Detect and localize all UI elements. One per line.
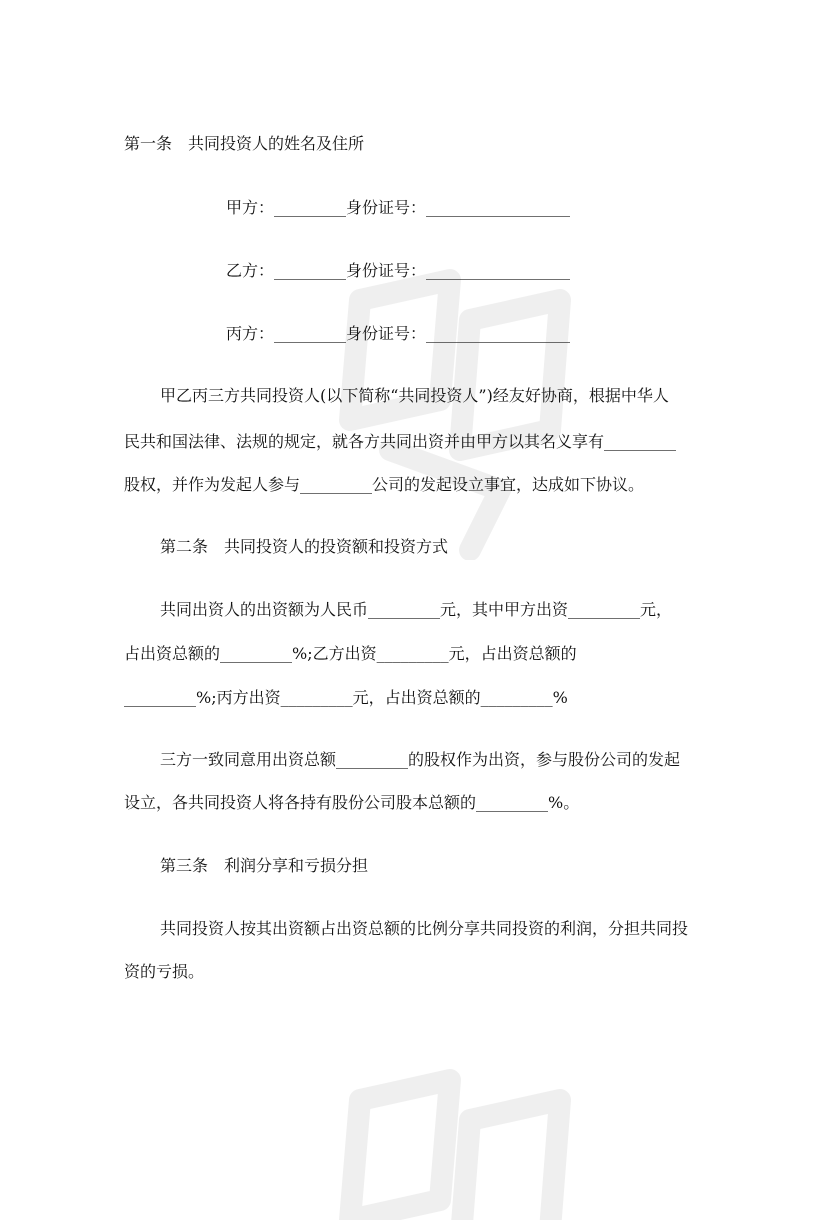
article-2-heading: 第二条 共同投资人的投资额和投资方式 [160,537,449,556]
article-3-heading: 第三条 利润分享和亏损分担 [160,856,369,875]
party-b-line: 乙方：_________身份证号：__________________ [226,261,571,280]
article-3-paragraph-line-1: 共同投资人按其出资额占出资总额的比例分享共同投资的利润，分担共同投 [160,919,689,938]
article-2-paragraph-1-line-2: 占出资总额的_________%;乙方出资_________元，占出资总额的 [124,644,577,663]
watermark-logo-bottom-icon [330,1060,590,1220]
article-2-paragraph-2-line-1: 三方一致同意用出资总额_________的股权作为出资，参与股份公司的发起 [160,750,681,769]
article-2-paragraph-1-line-3: _________%;丙方出资_________元，占出资总额的_________% [124,688,568,707]
article-2-paragraph-2-line-2: 设立，各共同投资人将各持有股份公司股本总额的_________%。 [124,793,580,812]
party-c-line: 丙方：_________身份证号：__________________ [226,324,571,343]
article-1-paragraph-line-3: 股权，并作为发起人参与_________公司的发起设立事宜，达成如下协议。 [124,475,645,494]
party-a-line: 甲方：_________身份证号：__________________ [226,198,571,217]
article-1-paragraph-line-1: 甲乙丙三方共同投资人(以下简称“共同投资人”)经友好协商，根据中华人 [160,386,669,405]
article-2-paragraph-1-line-1: 共同出资人的出资额为人民币_________元，其中甲方出资_________元， [160,600,673,619]
article-1-heading: 第一条 共同投资人的姓名及住所 [124,134,365,153]
article-1-paragraph-line-2: 民共和国法律、法规的规定，就各方共同出资并由甲方以其名义享有_________ [124,432,677,451]
watermark-logo-icon [330,260,590,560]
article-3-paragraph-line-2: 资的亏损。 [124,962,205,981]
